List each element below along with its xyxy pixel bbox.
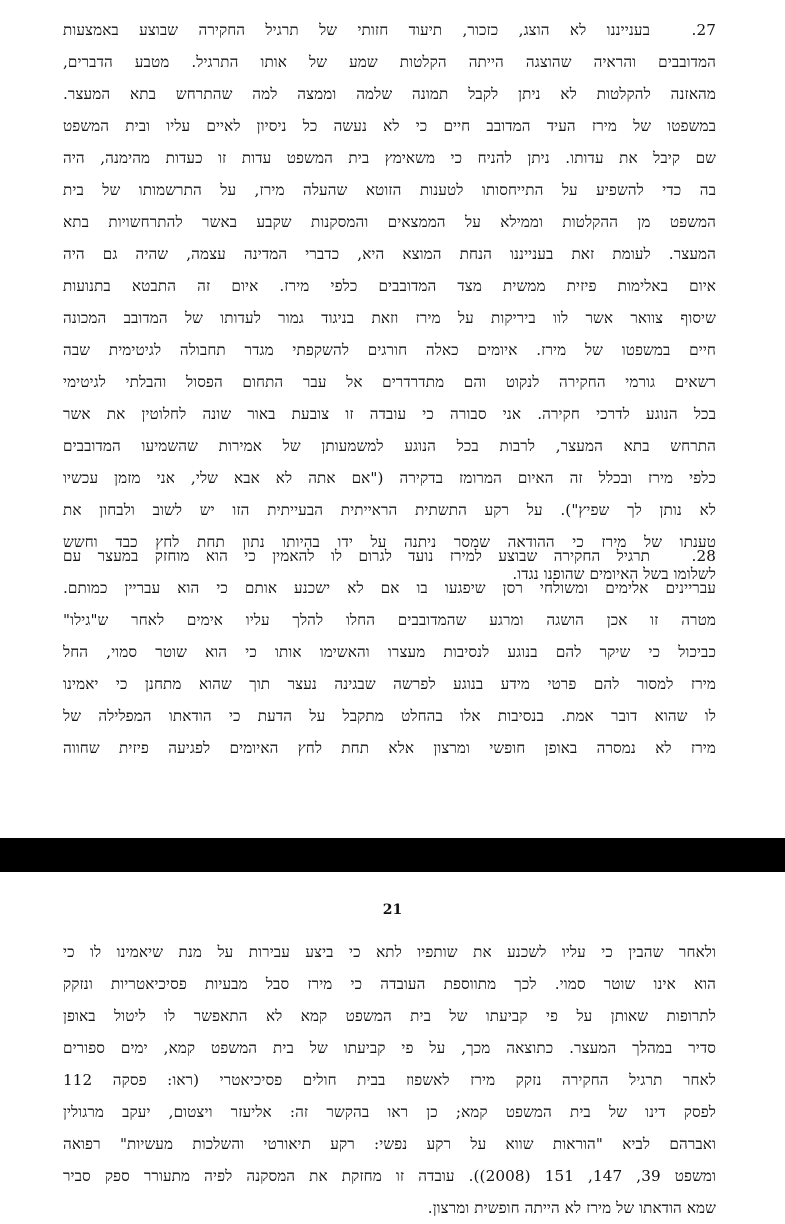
- paragraph-line: מטרה זו אכן הושגה ומרגע שהמדובבים החלו להלך עליו אימים לאחר ש"גילו": [63, 611, 716, 629]
- paragraph-line: כביכול כי שיקר להם בנוגע לנסיבות מעצרו והאשימו אותו כי הוא שוטר סמוי, החל: [63, 643, 716, 661]
- paragraph-line: ומשפט 39, 147, 151 (2008)). עובדה זו מחזקת את המסקנה לפיה מתעורר ספק סביר: [63, 1167, 716, 1185]
- paragraph-line: שיסוף צוואר אשר לוו ביריקות על מירז וזאת בניגוד גמור לעדותו של המדובב המכונה: [63, 309, 716, 327]
- paragraph-28: [63, 540, 716, 764]
- paragraph-line: בה כדי להשפיע על התייחסותו לטענות הזוטא שהעלה מירז, על התרשמותו של בית: [63, 181, 716, 199]
- paragraph-line: חיים במשפטו של מירז. איומים כאלה חורגים להשקפתי מגדר תחבולה לגיטימית שבה: [63, 341, 716, 359]
- paragraph-line: 28.תרגיל החקירה שבוצע למירז נועד לגרום לו להאמין כי הוא מוחזק במעצר עם: [63, 540, 716, 572]
- paragraph-number: 28.: [691, 547, 716, 565]
- paragraph-line: ולאחר שהבין כי עליו לשכנע את שותפיו לתא כי ביצע עבירות על מנת שיאמינו לו כי: [63, 943, 716, 961]
- paragraph-line: מירז למסור להם פרטי מידע בנוגע לפרשה שבגינה נעצר תוך שהוא מתחנן כי יאמינו: [63, 675, 716, 693]
- paragraph-line: במשפטו של מירז העיד המדובב חיים כי לא נעשה כל ניסיון לאיים עליו ובית המשפט: [63, 117, 716, 135]
- paragraph-line: טענתו של מירז כי ההודאה שמסר ניתנה על ידו בהיותו נתון תחת לחץ כבד וחשש: [63, 533, 716, 551]
- paragraph-line: כלפי מירז ובכלל זה האיום המרומז בדקירה ("אם אתה לא אבא שלי, אני מזמן עכשיו: [63, 469, 716, 487]
- paragraph-line: סדיר במהלך המעצר. כתוצאה מכך, על פי קביעתו של בית המשפט קמא, ימים ספורים: [63, 1039, 716, 1057]
- paragraph-line: מירז לא נמסרה באופן חופשי ומרצון אלא תחת לחץ האיומים לפגיעה פיזית שחווה: [63, 739, 716, 757]
- paragraph-line: רשאים גורמי החקירה לנקוט והם מתדרדרים אל עבר התחום הפסול והבלתי לגיטימי: [63, 373, 716, 391]
- paragraph-line: ואברהם לביא "הוראות שווא על רקע נפשי: רקע תיאורטי והשלכות מעשיות" רפואה: [63, 1135, 716, 1153]
- paragraph-line: לפסק דינו של בית המשפט קמא; כן ראו בהקשר זה: אליעזר ויצטום, יעקב מרגולין: [63, 1103, 716, 1121]
- paragraph-line: איום באלימות פיזית ממשית מצד המדובבים כלפי מירז. איום זה התבטא בתנועות: [63, 277, 716, 295]
- paragraph-line: המשפט מן ההקלטות וממילא על הממצאים והמסקנות שקבע באשר להתרחשויות בתא: [63, 213, 716, 231]
- paragraph-line: התרחש בתא המעצר, לרבות בכל הנוגע למשמעותן של אמירות שהשמיעו המדובבים: [63, 437, 716, 455]
- paragraph-line: בכל הנוגע לדרכי חקירה. אני סבורה כי עובדה זו צובעת באור שונה לחלוטין את אשר: [63, 405, 716, 423]
- paragraph-line: עבריינים אלימים ומשולחי רסן שיפגעו בו אם לא ישכנע אותם כי הוא עבריין כמותם.: [63, 579, 716, 597]
- paragraph-line: לתרופות שאותן על פי קביעתו של בית המשפט קמא לא התאפשר לו ליטול באופן: [63, 1007, 716, 1025]
- paragraph-line: שם קיבל את עדותו. ניתן להניח כי משאימץ בית המשפט עדות זו כעדות מהימנה, היה: [63, 149, 716, 167]
- paragraph-number: 27.: [691, 21, 716, 39]
- paragraph-line: שמא הודאתו של מירז לא הייתה חופשית ומרצון.: [427, 1199, 716, 1217]
- paragraph-line: לאחר תרגיל החקירה נזקק מירז לאשפוז בבית חולים פסיכיאטרי (ראו: פסקה 112: [63, 1071, 716, 1089]
- page-number: 21: [382, 902, 403, 918]
- paragraph-line: 27.בענייננו לא הוצג, כזכור, תיעוד חזותי של תרגיל החקירה שבוצע באמצעות: [63, 14, 716, 46]
- page-separator: [0, 838, 785, 872]
- paragraph-line: מהאזנה להקלטות לא ניתן לקבל תמונה שלמה וממצה למה שהתרחש בתא המעצר.: [63, 85, 716, 103]
- paragraph-line: המדובבים והראיה שהוצגה הייתה הקלטות שמע של אותו התרגיל. מטבע הדברים,: [63, 53, 716, 71]
- paragraph-line: לשלומו בשל האיומים שהופנו נגדו.: [512, 565, 716, 583]
- paragraph-continuation: [63, 936, 716, 1224]
- paragraph-line: הוא אינו שוטר סמוי. לכך מתווספת העובדה כי מירז סבל מבעיות פסיכיאטריות ונזקק: [63, 975, 716, 993]
- paragraph-line: המעצר. לעומת זאת בענייננו הנחת המוצא היא, כדברי המדינה עצמה, שהיה גם היה: [63, 245, 716, 263]
- paragraph-27: [63, 14, 716, 590]
- paragraph-line: לא נותן לך שפיץ"). על רקע התשתית הראייתית הבעייתית הזו יש לשוב ולבחון את: [63, 501, 716, 519]
- paragraph-line: לו שהוא דובר אמת. בנסיבות אלו בהחלט מתקבל על הדעת כי הודאתו המפלילה של: [63, 707, 716, 725]
